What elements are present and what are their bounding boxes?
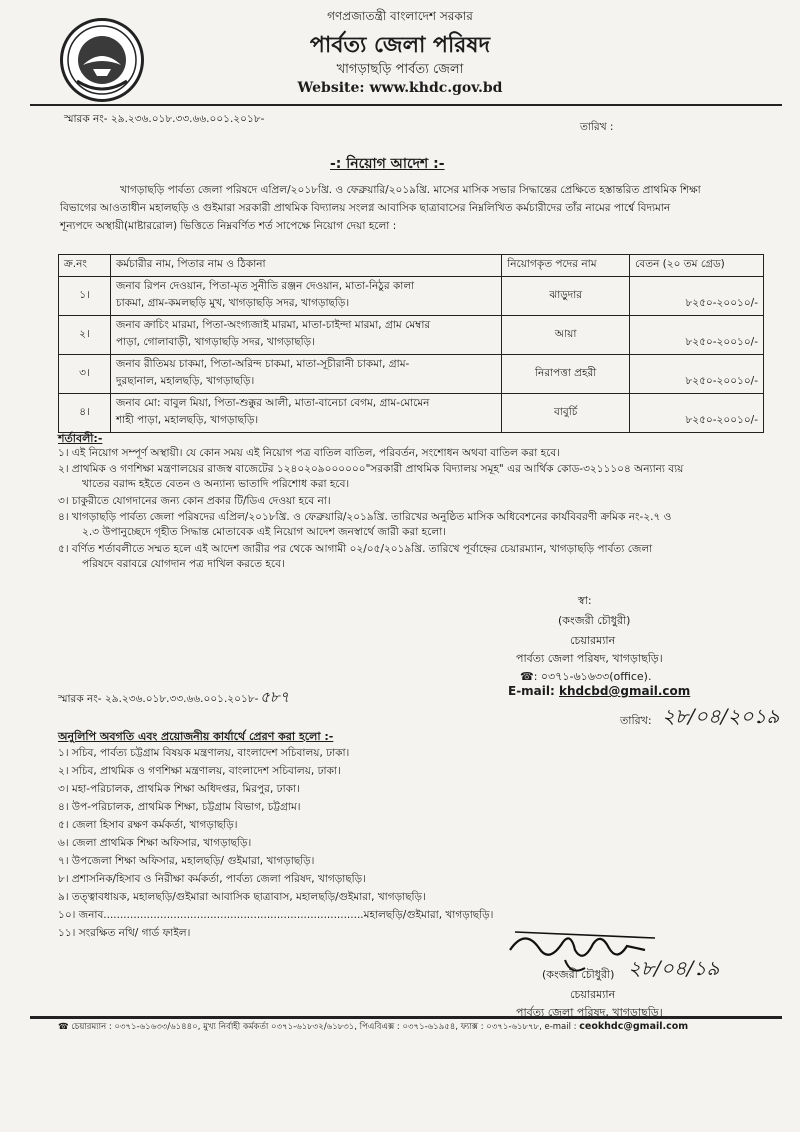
footer-email[interactable]: ceokhdc@gmail.com xyxy=(579,1021,689,1032)
employee-line: শাহী পাড়া, মহালছড়ি, খাগড়াছড়ি। xyxy=(115,414,259,426)
copy-item: ২। সচিব, প্রাথমিক ও গণশিক্ষা মন্ত্রণালয়, বাংলাদেশ সচিবালয়, ঢাকা। xyxy=(58,765,341,777)
col-header-pay: বেতন (২০ তম গ্রেড) xyxy=(630,255,764,277)
website: Website: www.khdc.gov.bd xyxy=(297,80,503,96)
serial-cell: ১। xyxy=(59,277,111,316)
date-label: তারিখ: xyxy=(620,714,652,727)
intro-line: খাগড়াছড়ি পার্বত্য জেলা পরিষদে এপ্রিল/২০১৮খ্রি. ও ফেব্রুয়ারি/২০১৯খ্রি. মাসের মাসিক সভার সিদ্ধান্তের প্রেক্ষিতে হস্তান্তরিত প্রাথমিক শিক্ষা xyxy=(120,184,701,196)
employee-line: জনাব রীতিময় চাকমা, পিতা-অরিন্দ চাকমা, মাতা-সূচীরানী চাকমা, গ্রাম- xyxy=(115,358,410,370)
header-divider xyxy=(30,104,782,106)
footer-divider xyxy=(30,1016,782,1019)
condition-item: ৫। বর্ণিত শর্তাবলীতে সম্মত হলে এই আদেশ জারীর পর থেকে আগামী ০২/০৫/২০১৯খ্রি. তারিখে পূর্বাহ্নের চেয়ারম্যান, খাগড়াছড়ি পার্বত্য জেলা xyxy=(58,543,653,555)
signatory-name-2: (কংজরী চৌধুরী) xyxy=(542,968,615,981)
col-header-post: নিয়োগকৃত পদের নাম xyxy=(502,255,630,277)
table-row xyxy=(59,355,764,394)
memo-number-2: স্মারক নং- ২৯.২৩৬.০১৮.৩৩.৬৬.০০১.২০১৮- xyxy=(58,693,259,705)
intro-line: শূন্যপদে অস্থায়ী(মাষ্টাররোল) ভিত্তিতে নিম্নবর্ণিত শর্ত সাপেক্ষে নিয়োগ দেয়া হলো : xyxy=(60,220,397,232)
pay-cell: ৮২৫০-২০০১০/- xyxy=(630,355,764,394)
post-cell: ঝাড়ুদার xyxy=(502,277,630,316)
appointment-table xyxy=(58,254,764,433)
employee-cell xyxy=(110,355,501,394)
copy-item: ৫। জেলা হিসাব রক্ষণ কর্মকর্তা, খাগড়াছড়ি। xyxy=(58,819,238,831)
employee-line: জনাব রিপন দেওয়ান, পিতা-মৃত সুনীতি রঞ্জন দেওয়ান, মাতা-নিঠুর কালা xyxy=(115,280,415,292)
employee-cell xyxy=(110,316,501,355)
intro-line: বিভাগের আওতাধীন মহালছড়ি ও গুইমারা সরকারী প্রাথমিক বিদ্যালয় সংলগ্ন আবাসিক ছাত্রাবাসের নিম্নলিখিত কর্মচারীদের তাঁর নামের পার্শ্বে বিদ্যমান xyxy=(60,202,671,214)
conditions-title: শর্তাবলী:- xyxy=(58,432,103,445)
col-header-employee: কর্মচারীর নাম, পিতার নাম ও ঠিকানা xyxy=(110,255,501,277)
post-cell: বাবুর্চি xyxy=(502,394,630,433)
condition-item: ২। প্রাথমিক ও গণশিক্ষা মন্ত্রণালয়ের রাজস্ব বাজেটের ১২৪০২০৯০০০০০০"সরকারী প্রাথমিক বিদ্যালয় সমূহ" এর আর্থিক কোড-৩২১১১০৪ অন্যান্য ব্যয় xyxy=(58,463,684,475)
signature-mark: স্বা: xyxy=(578,594,592,607)
employee-cell xyxy=(110,277,501,316)
signatory-office: পার্বত্য জেলা পরিষদ, খাগড়াছড়ি। xyxy=(516,652,663,665)
post-cell: আয়া xyxy=(502,316,630,355)
employee-line: জনাব ক্রাচিং মারমা, পিতা-অংগ্যজাই মারমা, মাতা-চাইন্দা মারমা, গ্রাম মেম্বার xyxy=(115,319,431,331)
post-cell: নিরাপত্তা প্রহরী xyxy=(502,355,630,394)
copy-item: ৩। মহা-পরিচালক, প্রাথমিক শিক্ষা অধিদপ্তর, মিরপুর, ঢাকা। xyxy=(58,783,300,795)
employee-line: চাকমা, গ্রাম-কমলছড়ি মুখ, খাগড়াছড়ি সদর, খাগড়াছড়ি। xyxy=(115,297,350,309)
employee-cell xyxy=(110,394,501,433)
footer-contact-text: ☎ চেয়ারম্যান : ০৩৭১-৬১৬৩৩/৬১৪৪০, মুখ্য নির্বাহী কর্মকর্তা ০৩৭১-৬১৮৩২/৬১৮৩১, পিএবিএক্স : ০৩৭১-৬১৯৫৪, ফ্যাক্স : ০৩৭১-৬১৮৭৮, e-mail : xyxy=(58,1022,577,1032)
copy-item: ১০। জনাব..............................................................................মহালছড়ি/গুইমারা, খাগড়াছড়ি। xyxy=(58,909,494,921)
employee-line: পাড়া, গোলাবাড়ী, খাগড়াছড়ি সদর, খাগড়াছড়ি। xyxy=(115,336,315,348)
district-name: খাগড়াছড়ি পার্বত্য জেলা xyxy=(336,62,464,77)
condition-item: ৩। চাকুরীতে যোগদানের জন্য কোন প্রকার টি/ডিএ দেওয়া হবে না। xyxy=(58,495,331,507)
handwritten-date-2: ২৮/০৪/১৯ xyxy=(628,956,720,980)
serial-cell: ৩। xyxy=(59,355,111,394)
condition-item: ৪। খাগড়াছড়ি পার্বত্য জেলা পরিষদের এপ্রিল/২০১৮খ্রি. ও ফেব্রুয়ারি/২০১৯খ্রি. তারিখের অনুষ্ঠিত মাসিক অধিবেশনের কার্যবিবরণী ক্রমিক নং-২.৭ ও xyxy=(58,511,672,523)
office-phone: ☎: ০৩৭১-৬১৬৩৩(office). xyxy=(520,670,652,683)
email-row xyxy=(508,684,690,698)
order-title: -: নিয়োগ আদেশ :- xyxy=(330,156,445,172)
serial-cell: ২। xyxy=(59,316,111,355)
condition-item: ২.৩ উপানুচ্ছেদে গৃহীত সিদ্ধান্ত মোতাবেক এই নিয়োগ আদেশ জনস্বার্থে জারী করা হলো। xyxy=(82,526,446,538)
copy-item: ৮। প্রশাসনিক/হিসাব ও নিরীক্ষা কর্মকর্তা, পার্বত্য জেলা পরিষদ, খাগড়াছড়ি। xyxy=(58,873,366,885)
email-link[interactable]: khdcbd@gmail.com xyxy=(559,684,691,698)
condition-item: পরিষদে বরাবরে যোগদান পত্র দাখিল করতে হবে। xyxy=(82,558,285,570)
table-row xyxy=(59,316,764,355)
table-row xyxy=(59,277,764,316)
pay-cell: ৮২৫০-২০০১০/- xyxy=(630,394,764,433)
pay-cell: ৮২৫০-২০০১০/- xyxy=(630,277,764,316)
table-row xyxy=(59,394,764,433)
signatory-title: চেয়ারম্যান xyxy=(570,634,616,647)
memo-number: স্মারক নং- ২৯.২৩৬.০১৮.৩৩.৬৬.০০১.২০১৮- xyxy=(64,113,265,125)
copy-item: ৬। জেলা প্রাথমিক শিক্ষা অফিসার, খাগড়াছড়ি। xyxy=(58,837,252,849)
serial-cell: ৪। xyxy=(59,394,111,433)
employee-line: জনাব মো: বাবুল মিয়া, পিতা-শুক্কুর আলী, মাতা-বানেচা বেগম, গ্রাম-মোমেন xyxy=(115,397,430,409)
govt-name: গণপ্রজাতন্ত্রী বাংলাদেশ সরকার xyxy=(327,9,473,23)
signatory-name: (কংজরী চৌধুরী) xyxy=(558,614,631,627)
col-header-serial: ক্র.নং xyxy=(59,255,111,277)
employee-line: দুরছানাল, মহালছড়ি, খাগড়াছড়ি। xyxy=(115,375,255,387)
signatory-title-2: চেয়ারম্যান xyxy=(570,988,616,1001)
copy-item: ৪। উপ-পরিচালক, প্রাথমিক শিক্ষা, চট্টগ্রাম বিভাগ, চট্টগ্রাম। xyxy=(58,801,301,813)
date-label: তারিখ : xyxy=(580,121,614,133)
copy-list-title: অনুলিপি অবগতি এবং প্রয়োজনীয় কার্যার্থে প্রেরণ করা হলো :- xyxy=(58,730,334,743)
copy-item: ৯। তত্ত্বাবধায়ক, মহালছড়ি/গুইমারা আবাসিক ছাত্রাবাস, মহালছড়ি/গুইমারা, খাগড়াছড়ি। xyxy=(58,891,426,903)
pay-cell: ৮২৫০-২০০১০/- xyxy=(630,316,764,355)
table-header-row xyxy=(59,255,764,277)
office-name: পার্বত্য জেলা পরিষদ xyxy=(309,33,491,58)
condition-item: খাতের বরাদ্দ হইতে বেতন ও অন্যান্য ভাতাদি পরিশোধ করা হবে। xyxy=(82,478,350,490)
footer-contacts xyxy=(58,1020,688,1034)
condition-item: ১। এই নিয়োগ সম্পূর্ণ অস্থায়ী। যে কোন সময় এই নিয়োগ পত্র বাতিল বাতিল, পরিবর্তন, সংশোধন অথবা বাতিল করা হবে। xyxy=(58,447,560,459)
copy-item: ১। সচিব, পার্বত্য চট্টগ্রাম বিষয়ক মন্ত্রণালয়, বাংলাদেশ সচিবালয়, ঢাকা। xyxy=(58,747,350,759)
handwritten-memo-suffix: ৫৮৭ xyxy=(260,688,290,706)
copy-item: ১১। সংরক্ষিত নথি/ গার্ড ফাইল। xyxy=(58,927,191,939)
handwritten-date: ২৮/০৪/২০১৯ xyxy=(662,704,780,728)
copy-item: ৭। উপজেলা শিক্ষা অফিসার, মহালছড়ি/ গুইমারা, খাগড়াছড়ি। xyxy=(58,855,315,867)
signatory-office-2: পার্বত্য জেলা পরিষদ, খাগড়াছড়ি। xyxy=(516,1006,663,1019)
email-label: E-mail: xyxy=(508,684,555,698)
